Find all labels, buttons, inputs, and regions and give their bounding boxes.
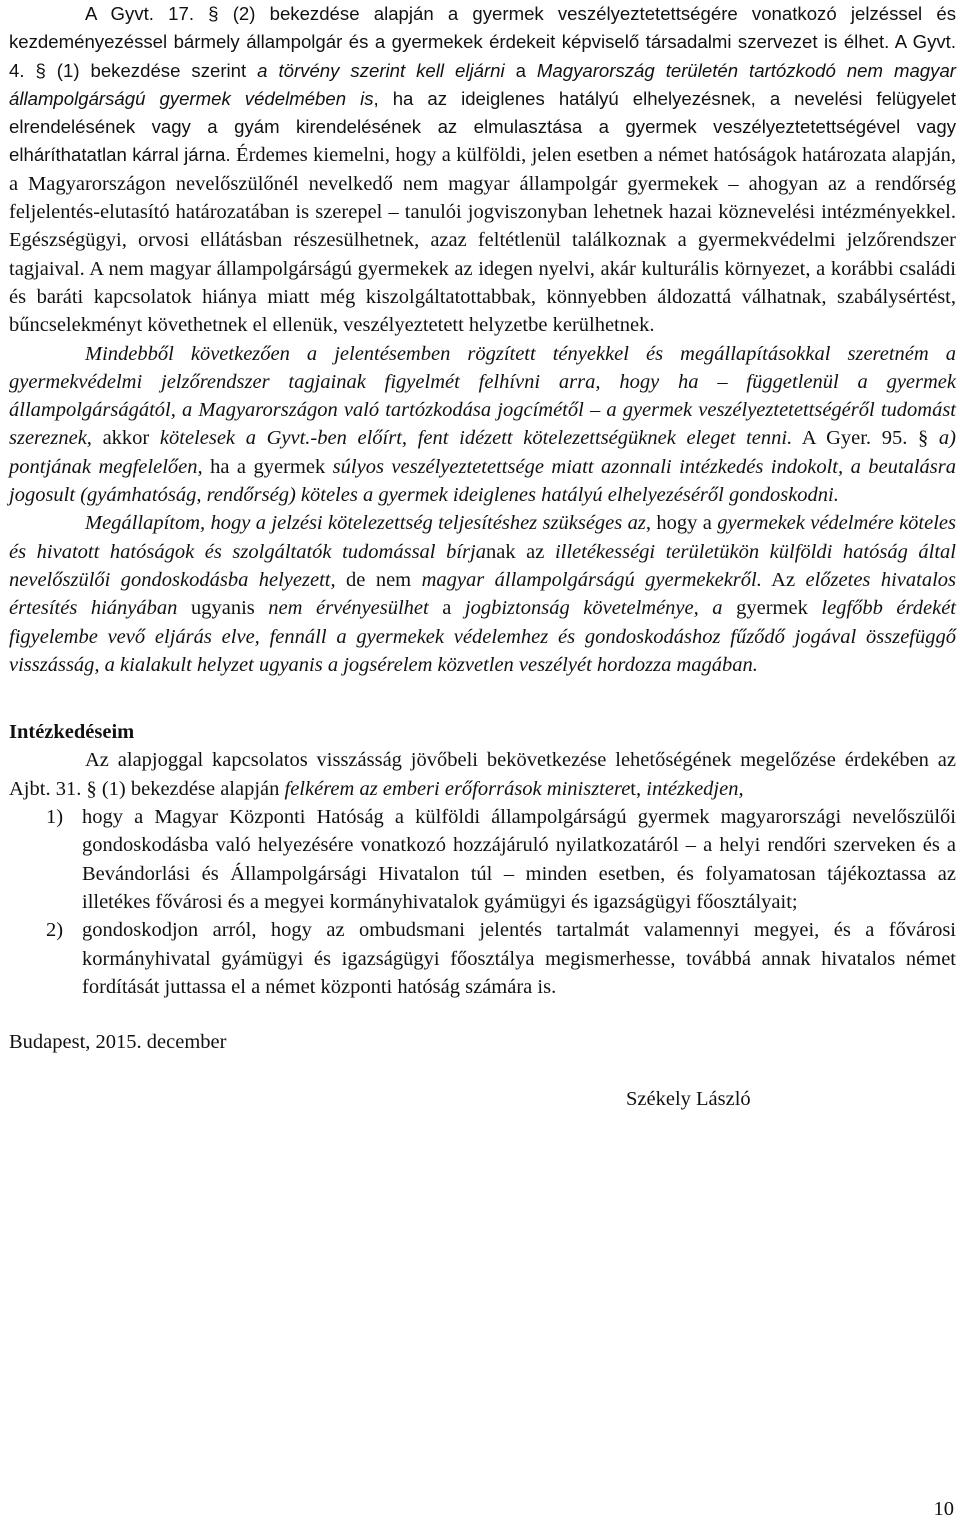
paragraph-finding-emphasis-4: magyar állampolgárságú gyermekekről. bbox=[421, 568, 762, 591]
paragraph-finding-emphasis-3: illetékességi területükön külföldi hatóság által nevelőszülői gondoskodásba helyezett, bbox=[9, 540, 956, 591]
signature-name: Székely László bbox=[626, 1088, 751, 1111]
measures-list bbox=[9, 803, 956, 1001]
paragraph-conclusion-text-3: ha a gyermek bbox=[202, 455, 333, 478]
list-item-text: gondoskodjon arról, hogy az ombudsmani jelentés tartalmát valamennyi megyei, és a fővárosi kormányhivatal gyámügyi és igazságügyi főosztálya megismerhesse, továbbá annak hivatalos német fordítását juttassa el a német központi hatóság számára is. bbox=[82, 919, 956, 998]
section-heading-measures: Intézkedéseim bbox=[9, 721, 135, 744]
paragraph-conclusion-text-2: A Gyer. 95. § bbox=[792, 427, 939, 450]
document-page bbox=[9, 0, 956, 1114]
paragraph-conclusion-emphasis-3: a) pontjának megfelelően, bbox=[9, 427, 956, 478]
paragraph-conclusion bbox=[9, 340, 956, 510]
paragraph-conclusion-emphasis-4: súlyos veszélyeztetettsége miatt azonnali intézkedés indokolt, a beutalásra jogosult (gyámhatóság, rendőrség) köteles a gyermek ideiglenes hatályú elhelyezéséről gondoskodni. bbox=[9, 455, 956, 507]
paragraph-gyvt-text-1: A Gyvt. 17. § (2) bekezdése alapján a gyermek veszélyeztetettségére vonatkozó jelzéssel és kezdeményezéssel bármely állampolgár és a gyermekek érdekeit képviselő társadalmi szervezet is élhet. A Gyvt. 4. § (1) bekezdése szerint bbox=[9, 3, 956, 81]
paragraph-conclusion-emphasis-1: Mindebből következően a jelentésemben rögzített tényekkel és megállapításokkal szeretném a gyermekvédelmi jelzőrendszer tagjainak figyelmét felhívni arra, hogy ha – függetlenül a gyermek állampolgárságától, a Magyarországon való tartózkodása jogcímétől – a gyermek veszélyeztetettségéről tudomást szereznek, bbox=[9, 342, 956, 450]
paragraph-finding-emphasis-2: gyermekek védelmére köteles és hivatott hatóságok és szolgáltatók tudomással bírja bbox=[9, 512, 956, 563]
list-item bbox=[9, 803, 956, 916]
paragraph-finding-emphasis-5: előzetes hivatalos értesítés hiányában bbox=[9, 568, 956, 620]
paragraph-gyvt-emphasis-1: a törvény szerint kell eljárni bbox=[257, 59, 505, 81]
measures-intro-emphasis-2: intézkedjen, bbox=[646, 777, 744, 800]
list-item-text: hogy a Magyar Központi Hatóság a külföldi állampolgárságú gyermek magyarországi nevelőszülői gondoskodásba való helyezésére vonatkozó hozzájáruló nyilatkozatáról – a helyi rendőri szerveken és a Bevándorlási és Állampolgársági Hivatalon túl – minden esetben, és folyamatosan tájékoztassa az illetékes fővárosi és a megyei kormányhivatalok gyámügyi és igazságügyi főosztályait; bbox=[82, 806, 956, 913]
list-item bbox=[9, 916, 956, 1001]
measures-intro-emphasis-1: felkérem az emberi erőforrások minisztere bbox=[284, 777, 631, 800]
paragraph-finding bbox=[9, 509, 956, 679]
paragraph-finding-emphasis-8: legfőbb érdekét figyelembe vevő eljárás elve, fennáll a gyermekek védelemhez és gondoskodáshoz fűződő jogával összefüggő visszásság, a kialakult helyzet ugyanis a jogsérelem közvetlen veszélyét hordozza magában. bbox=[9, 597, 956, 676]
paragraph-gyvt-text-4: Érdemes kiemelni, hogy a külföldi, jelen esetben a német hatóságok határozata alapján, a Magyarországon nevelőszülőnél nevelkedő nem magyar állampolgár gyermekek – ahogyan az a rendőrség feljelentés-elutasító határozatában is szerepel – tanulói jogviszonyban lehetnek hazai köznevelési intézményekkel. Egészségügyi, orvosi ellátásban részesülhetnek, azaz feltétlenül találkoznak a gyermekvédelmi jelzőrendszer tagjaival. A nem magyar állampolgárságú gyermekek az idegen nyelvi, akár kulturális környezet, a korábbi családi és baráti kapcsolatok hiánya miatt még kiszolgáltatottabbak, könnyebben áldozattá válhatnak, szabálysértést, bűncselekményt követhetnek el ellenük, veszélyeztetett helyzetbe kerülhetnek. bbox=[9, 144, 957, 337]
page-number: 10 bbox=[933, 1498, 954, 1520]
paragraph-conclusion-emphasis-2: kötelesek a Gyvt.-ben előírt, fent idézett kötelezettségüknek eleget tenni. bbox=[159, 427, 793, 450]
measures-intro-text-2: t, bbox=[630, 777, 647, 800]
paragraph-finding-text-3: de nem bbox=[335, 568, 422, 591]
paragraph-finding-text-5: ugyanis bbox=[177, 597, 269, 620]
paragraph-finding-text-4: Az bbox=[761, 568, 806, 591]
paragraph-gyvt bbox=[9, 0, 956, 340]
list-item-number: 2) bbox=[46, 919, 64, 942]
paragraph-gyvt-text-3: , ha az ideiglenes hatályú elhelyezésnek, a nevelési felügyelet elrendelésének vagy a gyám kirendelésének az elmulasztása a gyermek veszélyeztetettségével vagy elháríthatatlan kárral járna. bbox=[9, 87, 957, 166]
measures-intro bbox=[9, 746, 956, 803]
paragraph-gyvt-text-2: a bbox=[504, 59, 537, 81]
paragraph-finding-emphasis-1: Megállapítom, hogy a jelzési kötelezettség teljesítéshez szükséges az bbox=[85, 512, 646, 535]
paragraph-gyvt-emphasis-2: Magyarország területén tartózkodó nem magyar állampolgárságú gyermek védelmében is bbox=[9, 59, 956, 109]
list-item-number: 1) bbox=[46, 806, 64, 829]
paragraph-finding-text-1: , hogy a bbox=[645, 512, 718, 535]
paragraph-finding-text-2: nak az bbox=[485, 540, 555, 563]
measures-intro-text-1: Az alapjoggal kapcsolatos visszásság jövőbeli bekövetkezése lehetőségének megelőzése érdekében az Ajbt. 31. § (1) bekezdése alapján bbox=[9, 749, 956, 800]
paragraph-finding-text-6: a bbox=[428, 597, 465, 620]
place-and-date: Budapest, 2015. december bbox=[9, 1031, 227, 1054]
paragraph-finding-emphasis-6: nem érvényesülhet bbox=[268, 597, 429, 620]
paragraph-finding-text-7: gyermek bbox=[722, 597, 822, 620]
paragraph-conclusion-text-1: akkor bbox=[91, 427, 160, 450]
paragraph-finding-emphasis-7: jogbiztonság követelménye, a bbox=[464, 597, 723, 620]
